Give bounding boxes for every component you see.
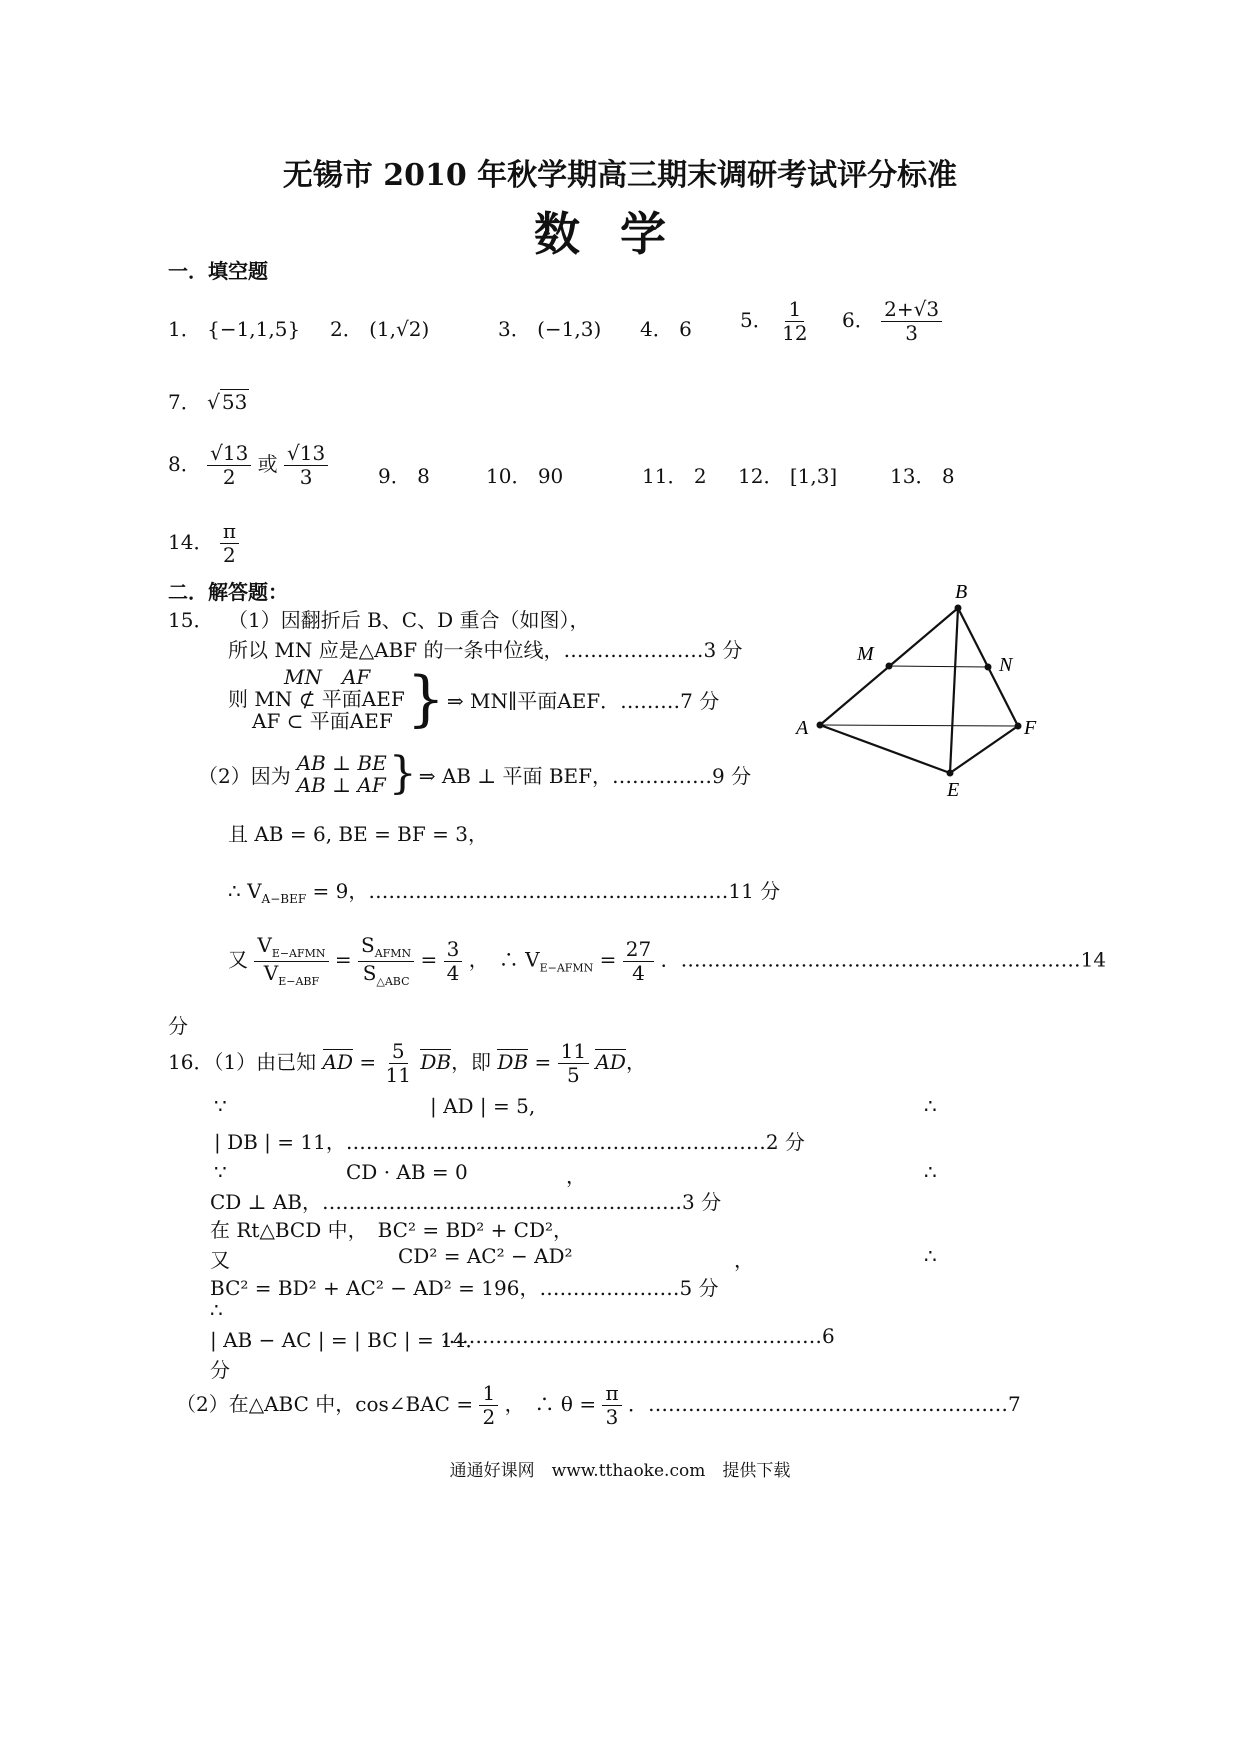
edge-ae — [820, 725, 950, 773]
answer-2: 2． (1,√2) — [330, 317, 430, 341]
q16-because-1: ∵ — [214, 1094, 227, 1118]
answer-9: 9． 8 — [378, 464, 430, 488]
label-b: B — [955, 581, 968, 603]
document-title: 无锡市 2010 年秋学期高三期末调研考试评分标准 — [282, 158, 958, 193]
answer-4: 4． 6 — [640, 317, 692, 341]
label-n: N — [999, 654, 1013, 676]
q15-line4: （2）因为 AB ⊥ BE AB ⊥ AF } ⇒ AB ⊥ 平面 BEF，……………9 分 — [198, 748, 752, 799]
q16-line11: 分 — [210, 1358, 230, 1382]
vertex-f — [1015, 723, 1022, 730]
q16-line1: 16．（1）由已知 AD = $\frac{5}{11}$ DB，即 DB = $\frac{11}{5}$ AD， — [168, 1039, 646, 1087]
vertex-n — [985, 664, 992, 671]
q16-line10-score: …………………………………………………6 — [442, 1324, 835, 1348]
edge-af — [820, 725, 1018, 726]
q16-line3: | DB | = 11，………………………………………………………2 分 — [214, 1130, 805, 1154]
q16-therefore-1: ∴ — [924, 1094, 937, 1118]
label-e: E — [947, 779, 960, 800]
subject-title: 数学 — [534, 207, 706, 261]
q15-line2: 所以 MN 应是△ABF 的一条中位线，…………………3 分 — [228, 638, 743, 662]
q15-line8: 分 — [168, 1014, 188, 1038]
q16-because-2: ∵ — [214, 1160, 227, 1184]
vertex-m — [886, 663, 893, 670]
q15-number: 15． — [168, 608, 214, 632]
answer-8: 8． $\frac{√13}{2}$ 或 $\frac{√13}{3}$ — [168, 442, 328, 489]
q15-line6: ∴ $V_{A-BEF} = 9$，………………………………………………11 分 — [228, 879, 781, 906]
vertex-e — [947, 770, 954, 777]
answer-12: 12． [1,3] — [738, 464, 838, 488]
label-m: M — [857, 643, 874, 665]
section-heading-fill: 一．填空题 — [168, 259, 268, 283]
q15-line3: MN AF 则 MN ⊄ 平面AEF AF ⊂ 平面AEF } ⇒ MN∥平面AEF．………7 分 — [228, 664, 720, 734]
q16-therefore-3: ∴ — [924, 1244, 937, 1268]
q16-also: 又 — [210, 1248, 230, 1272]
answer-11: 11． 2 — [642, 464, 707, 488]
answer-13: 13． 8 — [890, 464, 955, 488]
q16-dot-product: CD · AB = 0 — [346, 1160, 468, 1184]
answer-14: 14． $\frac{\pi}{2}$ — [168, 520, 239, 567]
q16-cd-squared: CD² = AC² − AD² — [398, 1244, 573, 1268]
q16-line8: BC² = BD² + AC² − AD² = 196，…………………5 分 — [210, 1276, 719, 1300]
edge-be — [950, 608, 958, 773]
vertex-b — [955, 605, 962, 612]
q16-comma-2: ， — [734, 1248, 754, 1272]
q16-line6: 在 Rt△BCD 中， BC² = BD² + CD²， — [210, 1218, 574, 1242]
answer-7: 7． √ 53 — [168, 390, 248, 414]
segment-mn — [889, 666, 988, 667]
tetrahedron-figure — [790, 580, 1050, 800]
q15-line1: （1）因翻折后 B、C、D 重合（如图）， — [228, 608, 590, 632]
answer-1: 1． {−1,1,5} — [168, 317, 301, 341]
q16-line5: CD ⊥ AB，………………………………………………3 分 — [210, 1190, 722, 1214]
vertex-a — [817, 722, 824, 729]
label-f: F — [1024, 717, 1037, 739]
answer-6: 6． $\frac{2+√3}{3}$ — [842, 298, 942, 345]
q16-therefore-4: ∴ — [210, 1298, 223, 1322]
q16-therefore-2: ∴ — [924, 1160, 937, 1184]
q16-line10: | AB − AC | = | BC | = 14． — [210, 1328, 486, 1352]
section-heading-solve: 二．解答题： — [168, 580, 288, 604]
edge-ef — [950, 726, 1018, 773]
answer-10: 10． 90 — [486, 464, 564, 488]
q16-comma-1: ， — [566, 1164, 586, 1188]
q16-ad-magnitude: | AD | = 5, — [430, 1094, 536, 1118]
answer-3: 3． (−1,3) — [498, 317, 602, 341]
answer-5: 5． $\frac{1}{12}$ — [740, 297, 808, 345]
q15-line7: 又 $\frac{V_{E-AFMN}}{V_{E-ABF}}$ = $\frac{S_{AFMN}}{S_{\triangle ABC}}$ = $\frac{3}{4}$ ， ∴ $V_{E-AFMN}$ = $\frac{27}{4}$ ．……………………………………………………14 — [228, 933, 1107, 988]
q16-part2: （2）在△ABC 中，cos∠BAC = $\frac{1}{2}$ ， ∴ θ = $\frac{\pi}{3}$ ．………………………………………………7 — [176, 1381, 1021, 1429]
footer-text: 通通好课网 www.tthaoke.com 提供下载 — [449, 1461, 791, 1481]
label-a: A — [796, 717, 809, 739]
q15-line5: 且 AB = 6, BE = BF = 3， — [228, 822, 488, 846]
